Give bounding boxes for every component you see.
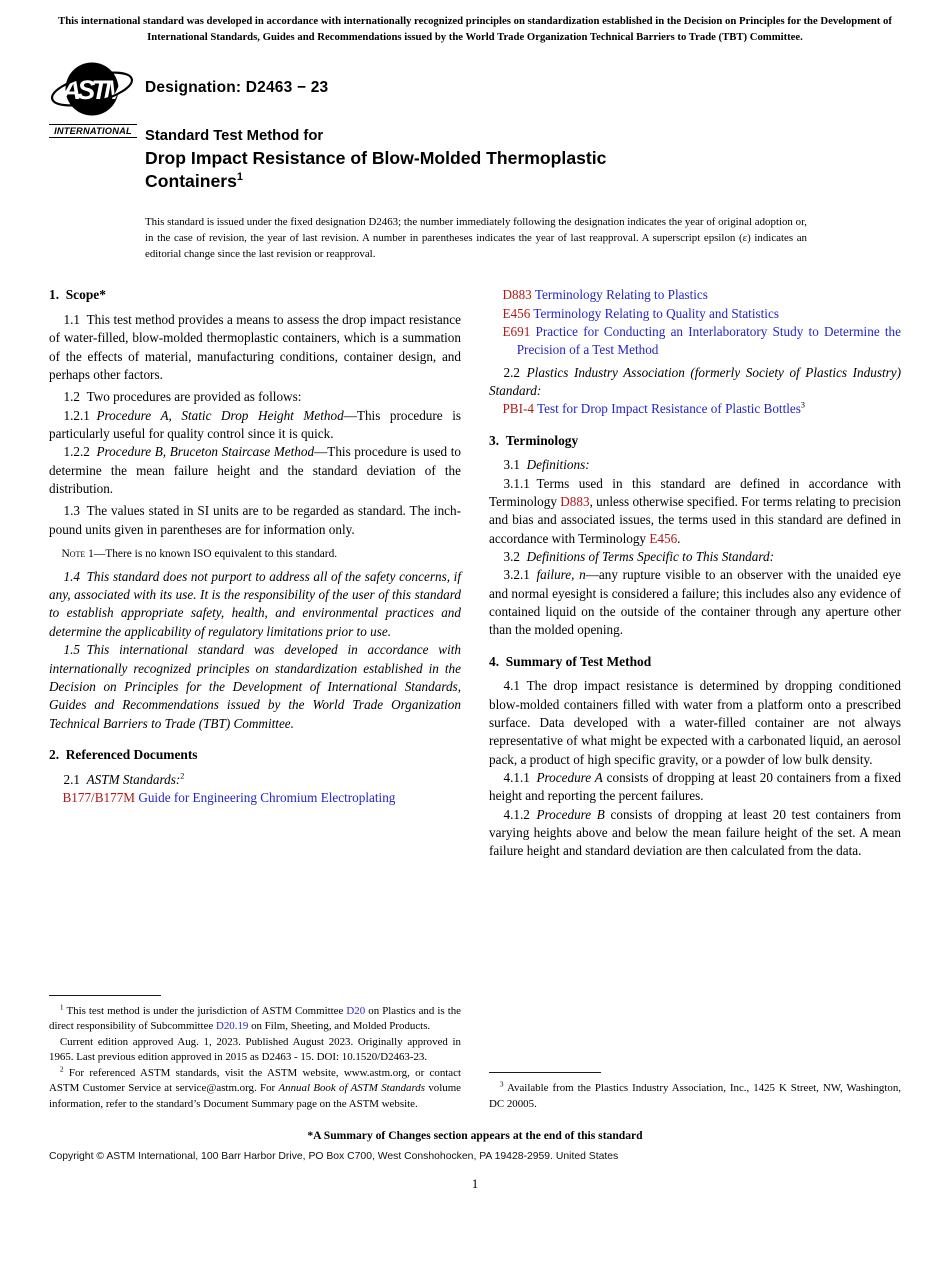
astm-logo-icon bbox=[49, 61, 135, 123]
document-link[interactable]: D883 bbox=[502, 287, 532, 303]
paragraph bbox=[489, 456, 901, 474]
text-run: 1.4 This standard does not purport to address all of the safety concerns, if any, associated with its use. It is the responsibility of the user of this standard to establish appropriate safety, health, and environmental practices and determine the applicability of regulatory limitations prior to use. bbox=[49, 568, 461, 639]
document-link[interactable]: D883 bbox=[560, 493, 590, 509]
section-heading: 3. Terminology bbox=[489, 432, 579, 448]
paragraph bbox=[49, 641, 461, 733]
issued-under-note: This standard is issued under the fixed designation D2463; the number immediately following the designation indicates the year of original adoption or, in the case of revision, the year of last revision. A number in parentheses indicates the year of last reapproval. A superscript epsilon (ε) indicates an editorial change since the last revision or reapproval. bbox=[145, 215, 807, 261]
text-run: This test method is under the jurisdiction of ASTM Committee bbox=[63, 1004, 347, 1017]
text-run: volume information, refer to the standard’s Document Summary page on the ASTM website. bbox=[49, 1082, 462, 1110]
left-column-content bbox=[49, 286, 461, 807]
title-main-2-text: Containers bbox=[145, 170, 237, 191]
footnote-divider bbox=[489, 1072, 601, 1073]
document-link[interactable]: Practice for Conducting an Interlaboratory Study to Determine the Precision of a Test Method bbox=[516, 323, 901, 358]
two-column-body bbox=[49, 286, 901, 1112]
text-run: 1 bbox=[59, 1002, 64, 1012]
text-run: 4.1.1 bbox=[503, 770, 537, 786]
text-run: . bbox=[677, 530, 681, 546]
title-main-2 bbox=[145, 170, 950, 193]
text-run: 3.1 bbox=[503, 457, 527, 473]
paragraph bbox=[49, 443, 461, 498]
document-link[interactable]: B177/B177M bbox=[62, 789, 136, 805]
paragraph bbox=[49, 407, 461, 444]
text-run: —This procedure is particularly useful for quality control since it is quick. bbox=[49, 407, 461, 441]
text-run: 3.2.1 bbox=[503, 567, 537, 583]
paragraph bbox=[49, 388, 461, 406]
footnote-divider bbox=[49, 995, 161, 996]
svg-text:ASTM: ASTM bbox=[61, 75, 123, 106]
right-footnotes bbox=[489, 1072, 901, 1112]
text-run: 4.1 The drop impact resistance is determined by dropping conditioned blow-molded containers filled with water from a platform onto a prescribed surface. Data developed with a water-filled container are not always representative of what might be expected with a carbonated liquid, an aerosol pack, a product of high specific gravity, or a powder of low bulk density. bbox=[489, 678, 901, 767]
paragraph bbox=[489, 769, 901, 806]
document-link[interactable]: Guide for Engineering Chromium Electroplating bbox=[138, 789, 396, 805]
title-footnote-marker: 1 bbox=[236, 171, 244, 184]
designation-label: Designation: D2463 − 23 bbox=[145, 79, 329, 97]
paragraph bbox=[49, 311, 461, 384]
text-run: Definitions: bbox=[526, 457, 590, 473]
text-run: Procedure A, Static Drop Height Method bbox=[96, 407, 344, 423]
text-run: , unless otherwise specified. For terms relating to precision and bias and associated issues, the terms used in this standard are defined in accordance with Terminology bbox=[489, 493, 901, 546]
section-heading: 4. Summary of Test Method bbox=[489, 653, 652, 669]
text-run: 4.1.2 bbox=[503, 806, 537, 822]
paragraph bbox=[489, 677, 901, 769]
text-run: Procedure B, Bruceton Staircase Method bbox=[96, 444, 315, 460]
text-run: 3.1.1 Terms used in this standard are defined in accordance with Terminology bbox=[489, 475, 901, 509]
document-title bbox=[145, 127, 950, 193]
reference-entry bbox=[489, 400, 901, 418]
text-run: ASTM Standards: bbox=[86, 771, 181, 787]
document-link[interactable]: PBI-4 bbox=[502, 401, 534, 417]
text-run: —There is no known ISO equivalent to this standard. bbox=[93, 547, 338, 560]
left-footnotes bbox=[49, 995, 461, 1112]
text-run: Available from the Plastics Industry Association, Inc., 1425 K Street, NW, Washington, DC 20005. bbox=[489, 1082, 901, 1110]
document-header bbox=[49, 61, 950, 262]
right-column bbox=[489, 286, 901, 1112]
right-column-content bbox=[489, 286, 901, 861]
text-run: Procedure B bbox=[536, 806, 605, 822]
left-column bbox=[49, 286, 461, 1112]
document-link[interactable]: Test for Drop Impact Resistance of Plastic Bottles bbox=[537, 401, 801, 417]
footnote bbox=[49, 1035, 461, 1066]
text-run: Procedure A bbox=[536, 770, 603, 786]
text-run: 3.2 bbox=[503, 548, 527, 564]
text-run: Annual Book of ASTM Standards bbox=[278, 1082, 425, 1095]
footnote bbox=[489, 1081, 901, 1112]
document-link[interactable]: D20.19 bbox=[215, 1020, 249, 1033]
text-run: Note 1 bbox=[61, 547, 94, 560]
astm-logo bbox=[49, 61, 137, 138]
text-run: 1.2.1 bbox=[63, 407, 97, 423]
document-link[interactable]: Terminology Relating to Quality and Statistics bbox=[533, 305, 779, 321]
text-run: consists of dropping at least 20 test containers from varying heights above and below the mean failure height of the set. A mean failure height and standard deviation are then calculated from the data. bbox=[489, 806, 901, 859]
text-run: 2.2 bbox=[503, 364, 527, 380]
reference-entry bbox=[489, 286, 901, 304]
paragraph bbox=[49, 771, 461, 789]
text-run: 1.2 Two procedures are provided as follows: bbox=[63, 389, 302, 405]
text-run: 1.2.2 bbox=[63, 444, 97, 460]
document-link[interactable]: E691 bbox=[502, 323, 531, 339]
document-link[interactable]: D20 bbox=[346, 1004, 366, 1017]
paragraph bbox=[489, 566, 901, 639]
text-run: Definitions of Terms Specific to This Standard: bbox=[526, 548, 774, 564]
paragraph bbox=[49, 568, 461, 641]
header-right bbox=[145, 61, 950, 262]
title-main: Drop Impact Resistance of Blow-Molded Thermoplastic bbox=[145, 148, 607, 169]
text-run: 2 bbox=[180, 771, 185, 781]
reference-entry bbox=[489, 305, 901, 323]
text-run: consists of dropping at least 20 containers from a fixed height and reporting the percent failures. bbox=[489, 770, 902, 804]
document-link[interactable]: E456 bbox=[502, 305, 531, 321]
text-run: 3 bbox=[499, 1079, 504, 1089]
text-run: —This procedure is used to determine the mean failure height and the standard deviation of the distribution. bbox=[49, 444, 461, 496]
section-heading: 2. Referenced Documents bbox=[49, 746, 198, 762]
paragraph bbox=[489, 548, 901, 566]
text-run: 2 bbox=[59, 1064, 64, 1074]
astm-logo-subtitle: INTERNATIONAL bbox=[49, 124, 137, 138]
paragraph bbox=[489, 475, 901, 548]
paragraph bbox=[489, 364, 901, 401]
text-run: —any rupture visible to an observer with the unaided eye and normal eyesight is considered a failure; this includes also any evidence of contained liquid on the outside of the container through any aperture other than the molded opening. bbox=[489, 567, 901, 638]
footnote bbox=[49, 1066, 461, 1112]
text-run: 3 bbox=[800, 400, 806, 410]
text-run: 1.3 The values stated in SI units are to be regarded as standard. The inch-pound units given in parentheses are for information only. bbox=[49, 503, 461, 537]
text-run: on Film, Sheeting, and Molded Products. bbox=[248, 1020, 431, 1033]
text-run: 1.5 This international standard was developed in accordance with internationally recognized principles on standardization established in the Decision on Principles for the Development of International Standards, Guides and Recommendations issued by the World Trade Organization Technical Barriers to Trade (TBT) Committee. bbox=[49, 642, 461, 731]
summary-of-changes-note: *A Summary of Changes section appears at the end of this standard bbox=[307, 1129, 643, 1143]
text-run: 1.1 This test method provides a means to assess the drop impact resistance of water-filled, blow-molded thermoplastic containers, which is a summation of the effects of material, manufacturing conditions, container design, and perhaps other factors. bbox=[49, 311, 461, 382]
reference-entry bbox=[489, 323, 901, 360]
note-paragraph bbox=[49, 547, 461, 563]
copyright-line: Copyright © ASTM International, 100 Barr Harbor Drive, PO Box C700, West Conshohocken, PA 19428-2959. United States bbox=[49, 1151, 619, 1163]
paragraph bbox=[489, 806, 901, 861]
text-run: 2.1 bbox=[63, 771, 87, 787]
wto-banner-text: This international standard was developed in accordance with internationally recognized principles on standardization established in the Decision on Principles for the Development of International Standards, Guides and Recommendations issued by the World Trade Organization Technical Barriers to Trade (TBT) Committee. bbox=[58, 15, 892, 44]
footnote bbox=[49, 1004, 461, 1035]
reference-entry bbox=[49, 789, 461, 807]
title-kicker: Standard Test Method for bbox=[145, 128, 324, 145]
text-run: Current edition approved Aug. 1, 2023. Published August 2023. Originally approved in 1965. Last previous edition approved in 2015 as D2463 - 15. DOI: 10.1520/D2463-23. bbox=[49, 1035, 461, 1064]
document-link[interactable]: Terminology Relating to Plastics bbox=[534, 287, 708, 303]
page-number: 1 bbox=[471, 1177, 479, 1192]
section-heading: 1. Scope* bbox=[49, 287, 106, 303]
text-run: on Plastics and is the direct responsibility of Subcommittee bbox=[49, 1004, 461, 1033]
paragraph bbox=[49, 502, 461, 539]
text-run: failure, n bbox=[536, 567, 586, 583]
text-run: For referenced ASTM standards, visit the ASTM website, www.astm.org, or contact ASTM Customer Service at service@astm.org. For bbox=[49, 1066, 461, 1095]
text-run: Plastics Industry Association (formerly Society of Plastics Industry) Standard: bbox=[489, 364, 901, 398]
document-link[interactable]: E456 bbox=[649, 530, 678, 546]
